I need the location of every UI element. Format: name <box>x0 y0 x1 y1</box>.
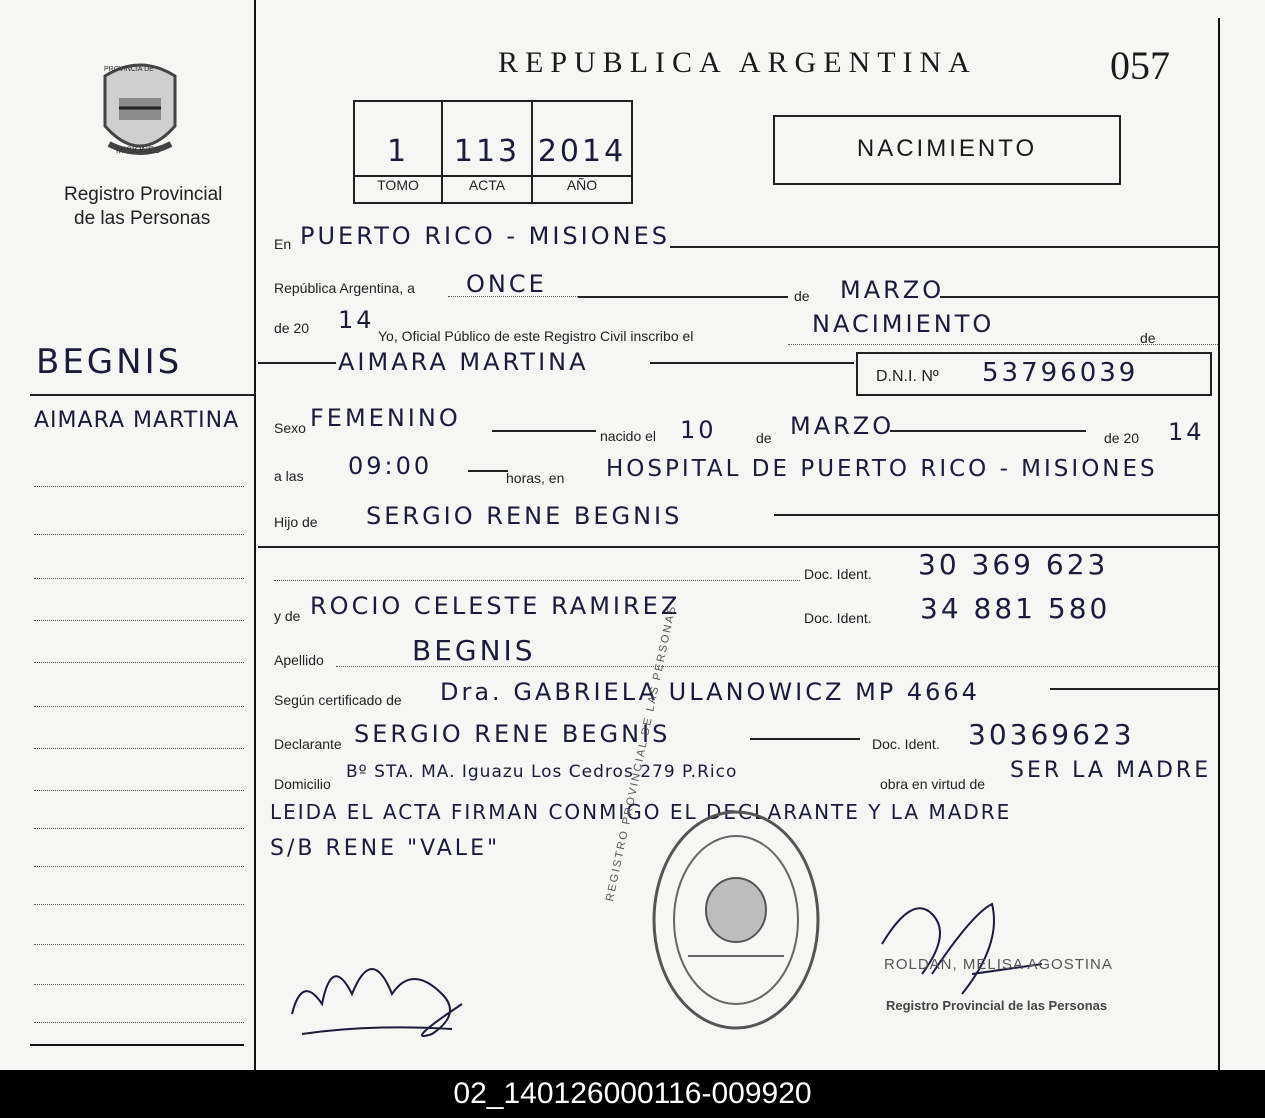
margin-given-names: AIMARA MARTINA <box>34 408 240 433</box>
dots-padre-doc <box>274 580 800 581</box>
value-madre-doc: 34 881 580 <box>920 592 1111 625</box>
label-declarante: Declarante <box>274 736 342 752</box>
line-nombre-left <box>258 362 336 364</box>
anio-value: 2014 <box>537 134 627 169</box>
value-mes: MARZO <box>840 276 945 304</box>
value-dni: 53796039 <box>982 358 1139 388</box>
declarant-signature <box>282 934 482 1054</box>
anio-cell <box>533 102 631 202</box>
margin-dots-5 <box>34 662 244 663</box>
acta-value: 113 <box>453 134 521 169</box>
acta-label: ACTA <box>443 175 531 193</box>
line-certificado <box>1050 688 1218 690</box>
margin-surname: BEGNIS <box>36 342 183 382</box>
anio-label: AÑO <box>533 175 631 193</box>
registry-line-2: de las Personas <box>74 208 211 229</box>
dni-box <box>856 352 1212 396</box>
margin-dots-4 <box>34 620 244 621</box>
line-hora <box>468 470 508 472</box>
observation-line-2: S/B RENE "VALE" <box>270 836 501 861</box>
image-id-footer: 02_140126000116-009920 <box>0 1070 1265 1118</box>
margin-dots-14 <box>34 1022 244 1023</box>
margin-dots-7 <box>34 748 244 749</box>
value-declarante: SERGIO RENE BEGNIS <box>354 720 671 748</box>
label-alas: a las <box>274 468 304 484</box>
value-sexo: FEMENINO <box>310 404 461 432</box>
label-doc3: Doc. Ident. <box>872 736 940 752</box>
margin-dots-6 <box>34 706 244 707</box>
official-stamp <box>648 806 824 1034</box>
margin-dots-10 <box>34 866 244 867</box>
label-de20: de 20 <box>274 320 310 336</box>
label-obra: obra en virtud de <box>880 776 986 792</box>
label-republica: República Argentina, a <box>274 280 415 296</box>
value-anio: 14 <box>338 306 375 334</box>
record-type: NACIMIENTO <box>856 135 1038 162</box>
document-number: 057 <box>1110 43 1170 88</box>
label-hijo: Hijo de <box>274 514 318 530</box>
margin-dots-8 <box>34 790 244 791</box>
value-acto: NACIMIENTO <box>812 310 995 338</box>
line-padre <box>774 514 1218 516</box>
label-domicilio: Domicilio <box>274 776 331 792</box>
document-title: REPUBLICA ARGENTINA <box>498 46 977 79</box>
observation-line-1: LEIDA EL ACTA FIRMAN CONMIGO EL DECLARANTE Y LA MADRE <box>270 800 1012 824</box>
value-mes-nac: MARZO <box>790 412 895 440</box>
registry-line-1: Registro Provincial <box>64 184 223 205</box>
left-margin-rule <box>254 0 256 1070</box>
value-obra: SER LA MADRE <box>1010 758 1212 783</box>
value-madre: ROCIO CELESTE RAMIREZ <box>310 592 681 620</box>
line-en <box>670 246 1218 248</box>
value-hospital: HOSPITAL DE PUERTO RICO - MISIONES <box>606 456 1158 482</box>
left-edge-rule <box>30 1044 244 1046</box>
margin-dots-2 <box>34 534 244 535</box>
value-dia: ONCE <box>466 270 547 298</box>
label-horas: horas, en <box>506 470 565 486</box>
value-anio-nac: 14 <box>1168 418 1205 446</box>
value-apellido: BEGNIS <box>412 634 536 667</box>
margin-line-1 <box>30 394 254 396</box>
tomo-label: TOMO <box>355 175 441 193</box>
label-de: de <box>794 288 810 304</box>
label-de-mid: de <box>756 430 772 446</box>
value-dia-nac: 10 <box>680 416 717 444</box>
margin-dots-3 <box>34 578 244 579</box>
value-hora: 09:00 <box>348 452 433 480</box>
line-nombre <box>650 362 854 364</box>
record-type-box <box>773 115 1121 185</box>
official-signature <box>872 884 1052 1014</box>
line-mes <box>940 296 1218 298</box>
label-yo: Yo, Oficial Público de este Registro Civil inscribo el <box>378 328 694 344</box>
official-name: ROLDAN, MELISA AGOSTINA <box>884 956 1113 973</box>
right-border-rule <box>1218 18 1220 1070</box>
label-sexo: Sexo <box>274 420 306 436</box>
line-mes-nac <box>890 430 1086 432</box>
tomo-value: 1 <box>386 134 410 169</box>
value-declarante-doc: 30369623 <box>968 718 1135 751</box>
label-nacido: nacido el <box>600 428 657 444</box>
acta-cell <box>443 102 533 202</box>
line-dia <box>578 296 788 298</box>
value-domicilio: Bº STA. MA. Iguazu Los Cedros 279 P.Rico <box>346 762 738 782</box>
seal-bottom-text: MISIONES <box>116 145 161 155</box>
label-yde: y de <box>274 608 301 624</box>
label-dni: D.N.I. Nº <box>876 368 939 385</box>
official-registry: Registro Provincial de las Personas <box>886 998 1108 1013</box>
label-doc1: Doc. Ident. <box>804 566 872 582</box>
line-sexo <box>492 430 596 432</box>
value-padre-doc: 30 369 623 <box>918 548 1109 581</box>
tomo-cell <box>355 102 443 202</box>
stamp-text: REGISTRO PROVINCIAL DE LAS PERSONAS <box>604 603 679 903</box>
label-apellido: Apellido <box>274 652 324 668</box>
seal-top-text: PROVINCIA DE <box>104 66 154 73</box>
margin-dots-11 <box>34 904 244 905</box>
label-segun: Según certificado de <box>274 692 402 708</box>
margin-dots-12 <box>34 944 244 945</box>
margin-dots-9 <box>34 828 244 829</box>
value-certificado: Dra. GABRIELA ULANOWICZ MP 4664 <box>440 678 980 706</box>
label-doc2: Doc. Ident. <box>804 610 872 626</box>
label-en: En <box>274 236 292 252</box>
value-padre: SERGIO RENE BEGNIS <box>366 502 683 530</box>
line-declarante <box>750 738 860 740</box>
value-lugar: PUERTO RICO - MISIONES <box>300 222 670 250</box>
value-nombre: AIMARA MARTINA <box>338 348 589 376</box>
margin-dots-1 <box>34 486 244 487</box>
margin-dots-13 <box>34 984 244 985</box>
record-box <box>353 100 633 204</box>
label-de20-right: de 20 <box>1104 430 1140 446</box>
label-de-right: de <box>1140 330 1156 346</box>
